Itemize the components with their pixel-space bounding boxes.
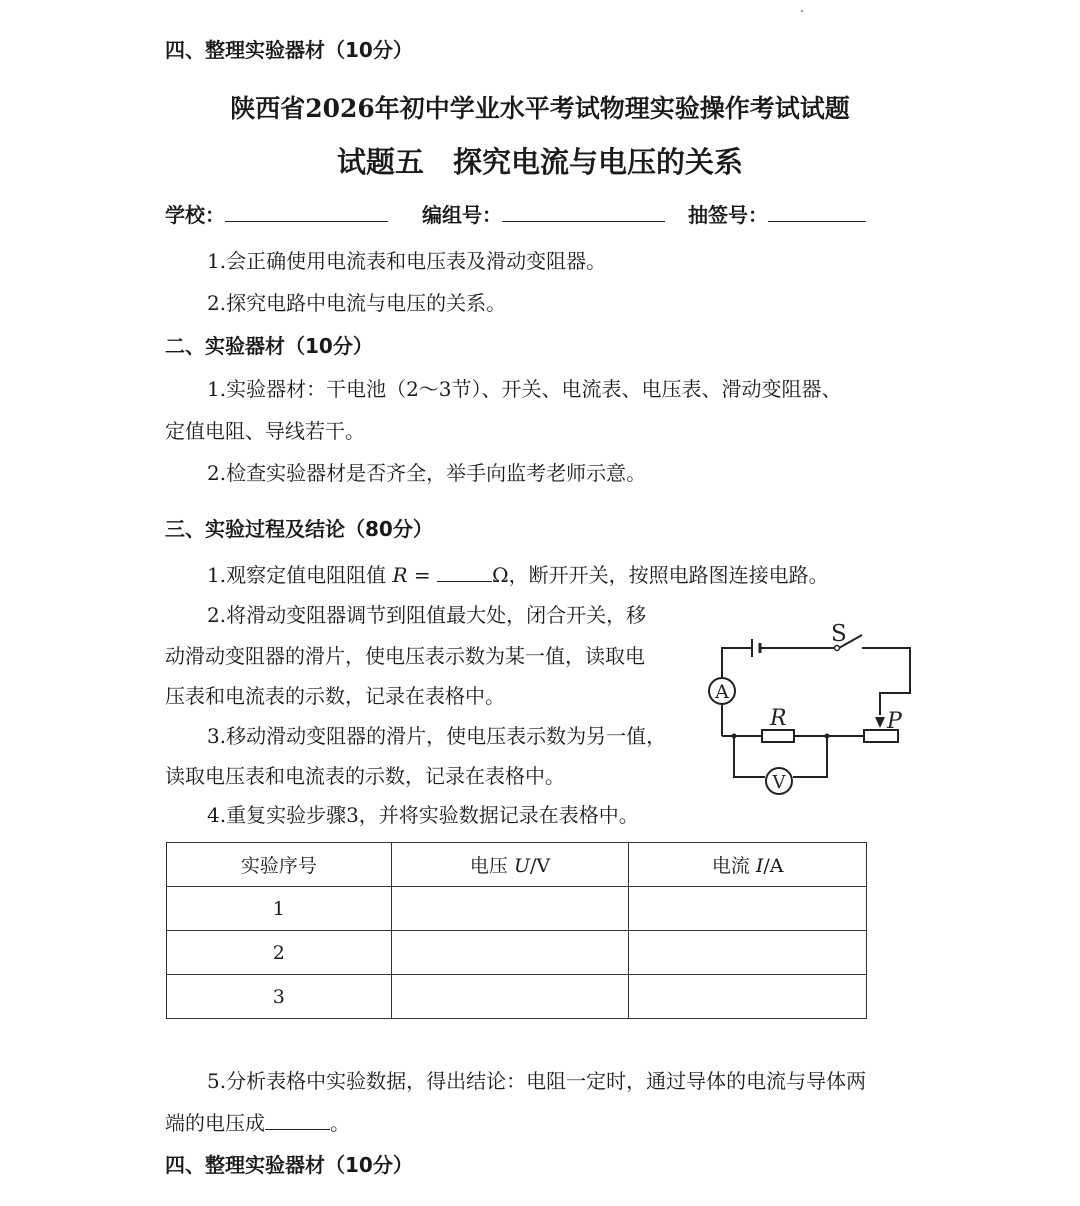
step1-text-b: Ω，断开开关，按照电路图连接电路。: [492, 563, 829, 587]
resistance-blank[interactable]: [437, 561, 492, 582]
exam-title: 陕西省2026年初中学业水平考试物理实验操作考试试题: [230, 94, 850, 123]
section2-item1-line2: 定值电阻、导线若干。: [165, 419, 365, 443]
header-current-unit: /A: [763, 855, 784, 877]
step2-line1: 2.将滑动变阻器调节到阻值最大处，闭合开关，移: [207, 603, 647, 627]
group-label: 编组号：: [422, 203, 502, 227]
wire-voltmeter-right: [793, 736, 827, 777]
current-cell[interactable]: [629, 931, 867, 975]
data-table: [166, 842, 867, 1019]
row-index: 3: [167, 975, 392, 1019]
lot-label: 抽签号：: [688, 203, 768, 227]
objective-2: 2.探究电路中电流与电压的关系。: [207, 291, 507, 315]
speck: [801, 10, 803, 12]
junction-right: [825, 734, 830, 739]
step4: 4.重复实验步骤3，并将实验数据记录在表格中。: [207, 803, 639, 827]
bottom-section-heading: 四、整理实验器材（10分）: [165, 1153, 413, 1177]
header-current-symbol: I: [755, 855, 764, 877]
slider-label: P: [887, 709, 902, 734]
current-cell[interactable]: [629, 887, 867, 931]
header-voltage-unit: /V: [529, 855, 551, 877]
step1: [207, 559, 829, 588]
header-current-text: 电流: [711, 855, 756, 877]
wire-voltmeter-left: [734, 736, 765, 777]
step5-text-a: 端的电压成: [165, 1111, 265, 1135]
header-index: 实验序号: [167, 843, 392, 887]
voltage-cell[interactable]: [391, 975, 629, 1019]
circuit-diagram: [700, 615, 930, 805]
step3-line1: 3.移动滑动变阻器的滑片，使电压表示数为另一值，: [207, 724, 667, 748]
step1-text-a: 1.观察定值电阻阻值: [207, 563, 387, 587]
objective-1: 1.会正确使用电流表和电压表及滑动变阻器。: [207, 249, 607, 273]
switch-label: S: [831, 621, 847, 647]
voltage-cell[interactable]: [391, 887, 629, 931]
section2-item1-line1: 1.实验器材：干电池（2～3节）、开关、电流表、电压表、滑动变阻器、: [207, 377, 842, 401]
step2-line2: 动滑动变阻器的滑片，使电压表示数为某一值，读取电: [165, 644, 645, 668]
step5-line2: [165, 1107, 350, 1136]
row-index: 2: [167, 931, 392, 975]
slider-arrow: [875, 717, 885, 728]
step1-r-symbol: R: [392, 563, 408, 587]
lot-field[interactable]: [768, 201, 866, 222]
current-cell[interactable]: [629, 975, 867, 1019]
table-header-row: [167, 843, 867, 887]
question-title: 试题五 探究电流与电压的关系: [336, 145, 743, 179]
header-current: [629, 843, 867, 887]
junction-left: [732, 734, 737, 739]
group-field[interactable]: [502, 201, 665, 222]
table-row: [167, 975, 867, 1019]
section3-heading: 三、实验过程及结论（80分）: [165, 517, 433, 541]
step5-text-b: 。: [330, 1111, 350, 1135]
table-row: [167, 931, 867, 975]
section2-item2: 2.检查实验器材是否齐全，举手向监考老师示意。: [207, 461, 647, 485]
voltage-cell[interactable]: [391, 931, 629, 975]
table-row: [167, 887, 867, 931]
ammeter-label: A: [715, 681, 729, 703]
row-index: 1: [167, 887, 392, 931]
school-field[interactable]: [225, 201, 388, 222]
step3-line2: 读取电压表和电流表的示数，记录在表格中。: [165, 764, 565, 788]
header-voltage-symbol: U: [513, 855, 530, 877]
header-voltage: [391, 843, 629, 887]
wire-right: [862, 648, 910, 715]
step1-equals: =: [407, 563, 437, 587]
resistor-r: [762, 730, 794, 742]
step2-line3: 压表和电流表的示数，记录在表格中。: [165, 684, 505, 708]
wire-top-left: [722, 648, 752, 677]
section2-heading: 二、实验器材（10分）: [165, 334, 373, 358]
top-section-heading: 四、整理实验器材（10分）: [165, 38, 413, 62]
header-voltage-text: 电压: [469, 855, 514, 877]
step5-line1: 5.分析表格中实验数据，得出结论：电阻一定时，通过导体的电流与导体两: [207, 1069, 867, 1093]
conclusion-blank[interactable]: [265, 1109, 330, 1130]
info-row: [165, 199, 866, 228]
voltmeter-label: V: [772, 772, 786, 793]
resistor-label: R: [770, 706, 787, 731]
school-label: 学校：: [165, 203, 225, 227]
